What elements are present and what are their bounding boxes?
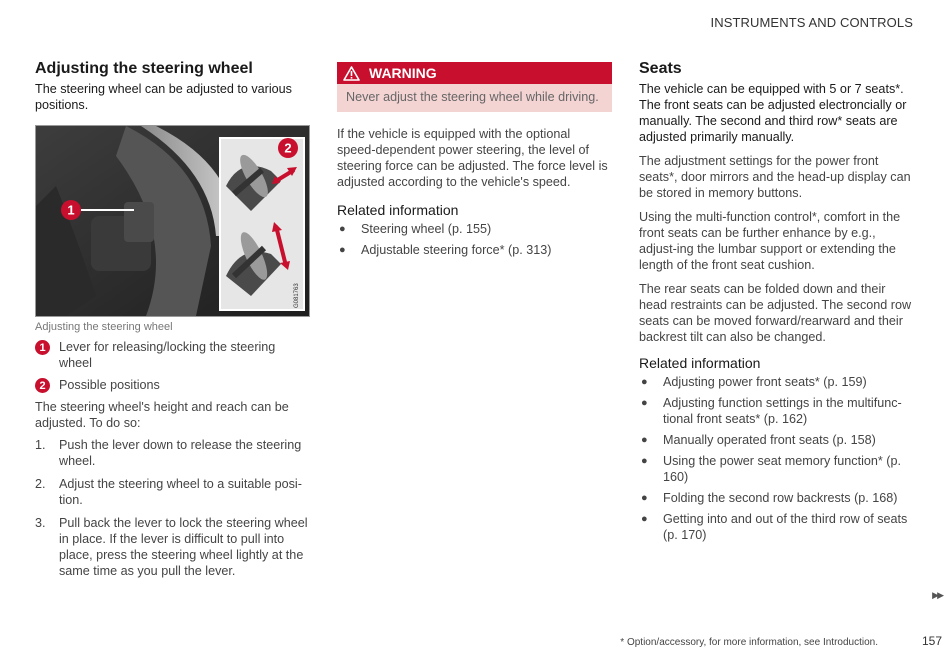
section-title: Seats	[639, 60, 682, 77]
body-text: The adjustment settings for the power front seats*, door mirrors and the head-up display can be stored in memory buttons.	[639, 154, 911, 200]
step-number: 3.	[35, 516, 46, 530]
related-link[interactable]: Getting into and out of the third row of seats (p. 170)	[663, 512, 908, 542]
section-header: INSTRUMENTS AND CONTROLS	[710, 15, 913, 30]
image-code: G081763	[294, 283, 300, 308]
figure-caption: Adjusting the steering wheel	[35, 321, 173, 333]
page-number: 157	[921, 634, 942, 648]
related-item[interactable]	[337, 242, 612, 258]
related-link[interactable]: Adjustable steering force* (p. 313)	[361, 243, 552, 257]
step-item	[35, 515, 310, 579]
related-link[interactable]: Adjusting function settings in the multifunc-tional front seats* (p. 162)	[663, 396, 902, 426]
steering-wheel-figure	[35, 125, 310, 317]
related-link[interactable]: Using the power seat memory function* (p. 160)	[663, 454, 901, 484]
related-link[interactable]: Steering wheel (p. 155)	[361, 222, 492, 236]
body-text: The steering wheel's height and reach can be adjusted. To do so:	[35, 400, 289, 430]
related-item[interactable]	[639, 374, 914, 390]
section-title: Adjusting the steering wheel	[35, 60, 253, 77]
callout-number-badge: 2	[35, 378, 50, 393]
body-text: If the vehicle is equipped with the optional speed-dependent power steering, the level of steering force can be adjusted. The force level is adjusted according to the vehicle's speed.	[337, 127, 608, 189]
warning-box	[337, 62, 612, 112]
related-link[interactable]: Adjusting power front seats* (p. 159)	[663, 375, 867, 389]
intro-text: The steering wheel can be adjusted to various positions.	[35, 82, 292, 112]
bullet-icon: ●	[641, 492, 648, 504]
body-text: Using the multi-function control*, comfort in the front seats can be further enhance by e.g., adjust-ing the lumbar support or extending the length of the front seat cushion.	[639, 210, 901, 272]
related-item[interactable]	[639, 395, 914, 427]
callout-text: Possible positions	[59, 378, 160, 392]
callout-item	[35, 377, 310, 393]
related-info-heading: Related information	[639, 355, 761, 371]
step-number: 1.	[35, 438, 46, 452]
bullet-icon: ●	[641, 434, 648, 446]
related-item[interactable]	[639, 432, 914, 448]
steps-list	[35, 437, 310, 579]
related-item[interactable]	[639, 490, 914, 506]
related-info-heading: Related information	[337, 202, 459, 218]
related-list	[639, 374, 914, 543]
warning-text: Never adjust the steering wheel while driving.	[337, 84, 612, 112]
related-list	[337, 221, 612, 258]
related-link[interactable]: Manually operated front seats (p. 158)	[663, 433, 876, 447]
callout-number-badge: 1	[35, 340, 50, 355]
related-item[interactable]	[639, 453, 914, 485]
bullet-icon: ●	[641, 397, 648, 409]
related-item[interactable]	[639, 511, 914, 543]
related-item[interactable]	[337, 221, 612, 237]
steering-force-column	[337, 62, 612, 263]
warning-title: WARNING	[369, 65, 437, 81]
callout-2-marker-label: 2	[284, 140, 292, 156]
lead-text: The vehicle can be equipped with 5 or 7 seats*. The front seats can be adjusted electroncially or manually. The second and third row* seats are adjusted primarily manually.	[639, 82, 907, 144]
step-item	[35, 476, 310, 508]
body-text: The rear seats can be folded down and their head restraints can be adjusted. The second row seats can be moved forward/rearward and their backrest tilt can also be changed.	[639, 282, 912, 344]
callout-1-marker-label: 1	[67, 202, 75, 218]
step-text: Pull back the lever to lock the steering wheel in place. If the lever is difficult to pull into place, press the steering wheel lightly at the same time as you pull the lever.	[59, 516, 308, 578]
next-page-arrow-icon[interactable]: ▶▶	[932, 590, 942, 600]
bullet-icon: ●	[339, 223, 346, 235]
step-item	[35, 437, 310, 469]
step-text: Adjust the steering wheel to a suitable posi-tion.	[59, 477, 302, 507]
callout-item	[35, 339, 310, 371]
warning-triangle-icon	[343, 66, 360, 81]
warning-header	[337, 62, 612, 84]
step-number: 2.	[35, 477, 46, 491]
bullet-icon: ●	[641, 376, 648, 388]
step-text: Push the lever down to release the steering wheel.	[59, 438, 302, 468]
bullet-icon: ●	[339, 244, 346, 256]
bullet-icon: ●	[641, 455, 648, 467]
steering-wheel-illustration	[36, 126, 309, 316]
steering-wheel-column	[35, 60, 310, 586]
related-link[interactable]: Folding the second row backrests (p. 168)	[663, 491, 898, 505]
callout-text: Lever for releasing/locking the steering wheel	[59, 340, 276, 370]
seats-column	[639, 60, 914, 548]
bullet-icon: ●	[641, 513, 648, 525]
footnote: * Option/accessory, for more information, see Introduction.	[620, 637, 878, 648]
